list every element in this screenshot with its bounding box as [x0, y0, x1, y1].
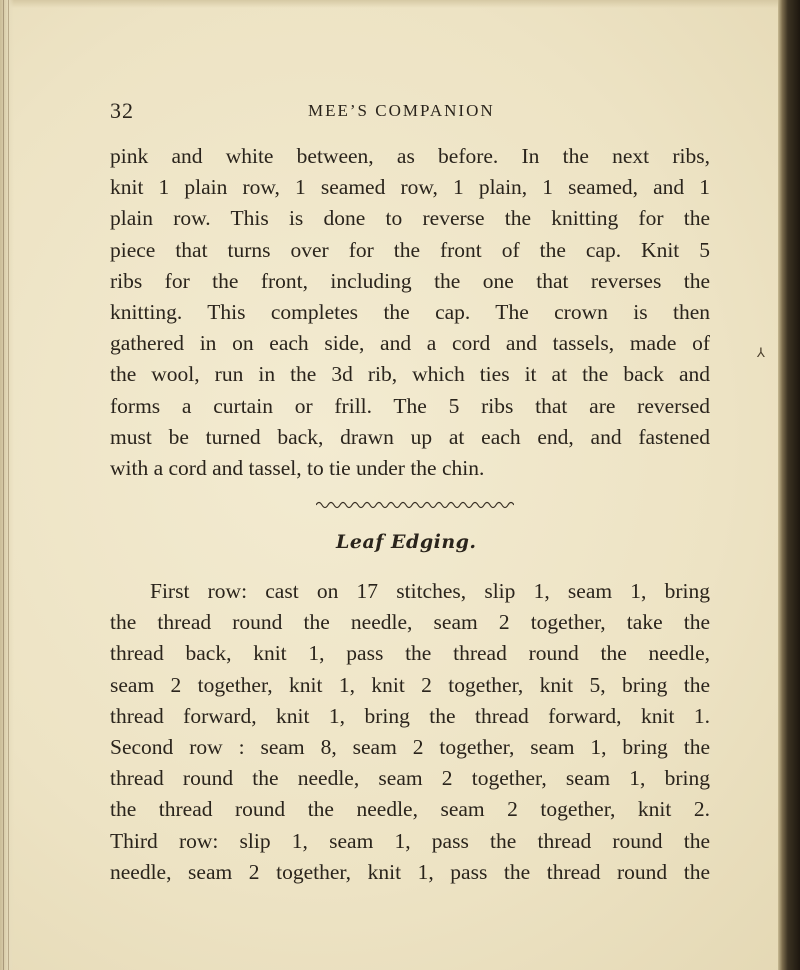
wavy-rule-ornament	[316, 500, 514, 510]
text-line: pink and white between, as before. In the next ribs,	[110, 144, 710, 168]
text-line: the thread round the needle, seam 2 together, knit 2.	[110, 797, 710, 822]
book-edge-shadow	[778, 0, 800, 970]
binding-edge	[0, 0, 14, 970]
text-line: thread forward, knit 1, bring the thread forward, knit 1.	[110, 703, 710, 728]
text-line: piece that turns over for the front of the cap. Knit 5	[110, 237, 710, 262]
text-line: thread round the needle, seam 2 together, seam 1, bring	[110, 766, 710, 791]
text-line: with a cord and tassel, to tie under the chin.	[110, 456, 485, 481]
margin-mark: ⅄	[757, 345, 765, 360]
text-line: knit 1 plain row, 1 seamed row, 1 plain, 1 seamed, and 1	[110, 175, 710, 200]
text-line: gathered in on each side, and a cord and tassels, made of	[110, 331, 710, 356]
text-line: Second row : seam 8, seam 2 together, seam 1, bring the	[110, 735, 710, 760]
top-page-edge	[0, 0, 800, 8]
text-line: ribs for the front, including the one that reverses the	[110, 268, 710, 293]
text-line: must be turned back, drawn up at each end, and fastened	[110, 424, 710, 449]
paragraph-cap-instructions	[110, 141, 710, 484]
text-line: needle, seam 2 together, knit 1, pass the thread round the	[110, 859, 710, 884]
page-header	[110, 98, 710, 128]
section-heading: Leaf Edging.	[336, 531, 477, 553]
text-line: Third row: slip 1, seam 1, pass the thread round the	[110, 828, 710, 853]
paragraph-leaf-edging	[110, 576, 710, 888]
text-line: the thread round the needle, seam 2 together, take the	[110, 610, 710, 635]
text-line: forms a curtain or frill. The 5 ribs that are reversed	[110, 393, 710, 418]
text-line: the wool, run in the 3d rib, which ties it at the back and	[110, 362, 710, 387]
text-line: thread back, knit 1, pass the thread round the needle,	[110, 641, 710, 666]
text-line: seam 2 together, knit 1, knit 2 together, knit 5, bring the	[110, 672, 710, 697]
text-line: First row: cast on 17 stitches, slip 1, seam 1, bring	[150, 579, 710, 603]
text-line: knitting. This completes the cap. The crown is then	[110, 300, 710, 325]
text-line: plain row. This is done to reverse the knitting for the	[110, 206, 710, 231]
page-number: 32	[110, 98, 134, 123]
running-head: MEE’S COMPANION	[308, 101, 495, 120]
